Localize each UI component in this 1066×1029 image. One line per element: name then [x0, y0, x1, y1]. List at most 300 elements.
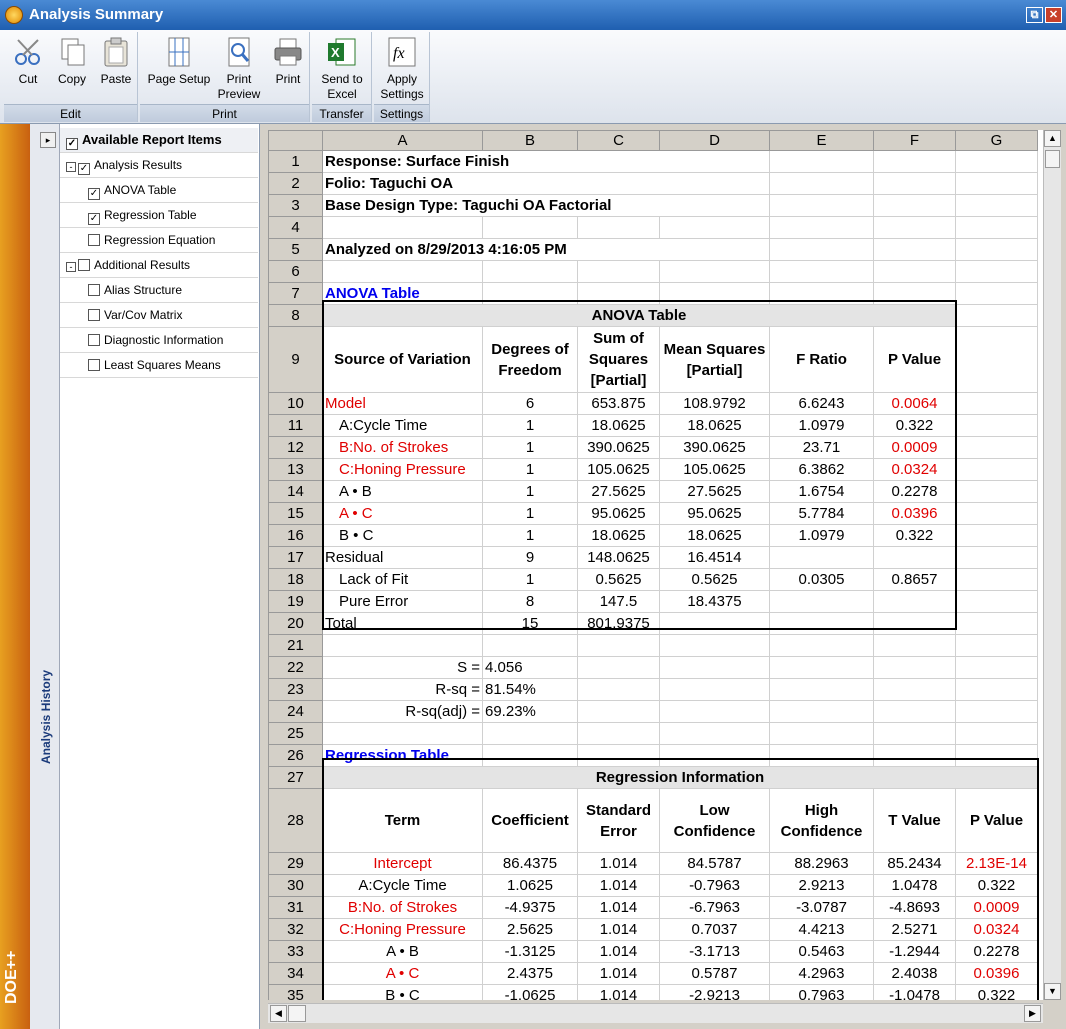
row-header[interactable]: 11: [269, 415, 323, 437]
column-header[interactable]: C: [578, 131, 660, 151]
anova-header[interactable]: P Value: [874, 327, 956, 393]
regression-coef[interactable]: 1.0625: [483, 875, 578, 897]
cell[interactable]: [578, 723, 660, 745]
checkbox[interactable]: [88, 334, 100, 346]
checkbox[interactable]: [88, 359, 100, 371]
analyzed-line[interactable]: Analyzed on 8/29/2013 4:16:05 PM: [323, 239, 770, 261]
row-header[interactable]: 22: [269, 657, 323, 679]
regression-coef[interactable]: -1.0625: [483, 985, 578, 1001]
regression-p[interactable]: 0.322: [956, 985, 1038, 1001]
row-header[interactable]: 16: [269, 525, 323, 547]
cell[interactable]: [874, 635, 956, 657]
cell[interactable]: [770, 723, 874, 745]
anova-source[interactable]: A:Cycle Time: [323, 415, 483, 437]
design-line[interactable]: Base Design Type: Taguchi OA Factorial: [323, 195, 770, 217]
row-header[interactable]: 27: [269, 767, 323, 789]
anova-f[interactable]: [770, 591, 874, 613]
column-header[interactable]: G: [956, 131, 1038, 151]
regression-section-title[interactable]: Regression Table: [323, 745, 483, 767]
cell[interactable]: [956, 525, 1038, 547]
anova-ms[interactable]: 95.0625: [660, 503, 770, 525]
anova-p[interactable]: 0.322: [874, 525, 956, 547]
anova-p[interactable]: 0.0324: [874, 459, 956, 481]
cell[interactable]: [956, 327, 1038, 393]
cell[interactable]: [956, 283, 1038, 305]
anova-f[interactable]: 6.3862: [770, 459, 874, 481]
checkbox[interactable]: ✓: [79, 163, 89, 174]
cell[interactable]: [874, 217, 956, 239]
horizontal-scrollbar[interactable]: [268, 1003, 1043, 1023]
regression-t[interactable]: 2.5271: [874, 919, 956, 941]
anova-ms[interactable]: 0.5625: [660, 569, 770, 591]
regression-term[interactable]: A • B: [323, 941, 483, 963]
apply-settings-button[interactable]: [376, 36, 428, 102]
cell[interactable]: [956, 195, 1038, 217]
cell[interactable]: [956, 393, 1038, 415]
collapse-icon[interactable]: -: [66, 262, 76, 272]
cell[interactable]: [660, 635, 770, 657]
paste-button[interactable]: [96, 36, 136, 87]
cell[interactable]: [660, 723, 770, 745]
anova-ss[interactable]: 27.5625: [578, 481, 660, 503]
anova-ss[interactable]: 0.5625: [578, 569, 660, 591]
row-header[interactable]: 10: [269, 393, 323, 415]
regression-p[interactable]: 0.0324: [956, 919, 1038, 941]
anova-source[interactable]: Model: [323, 393, 483, 415]
cell[interactable]: [770, 657, 874, 679]
anova-ms[interactable]: 18.0625: [660, 525, 770, 547]
cell[interactable]: [770, 745, 874, 767]
expand-arrow-icon[interactable]: ▸: [40, 132, 56, 148]
row-header[interactable]: 32: [269, 919, 323, 941]
regression-se[interactable]: 1.014: [578, 897, 660, 919]
row-header[interactable]: 24: [269, 701, 323, 723]
anova-ss[interactable]: 18.0625: [578, 415, 660, 437]
regression-term[interactable]: B:No. of Strokes: [323, 897, 483, 919]
anova-df[interactable]: 1: [483, 503, 578, 525]
anova-ss[interactable]: 95.0625: [578, 503, 660, 525]
cell[interactable]: [578, 701, 660, 723]
row-header[interactable]: 19: [269, 591, 323, 613]
anova-source[interactable]: Pure Error: [323, 591, 483, 613]
row-header[interactable]: 4: [269, 217, 323, 239]
regression-coef[interactable]: 2.5625: [483, 919, 578, 941]
regression-high[interactable]: 88.2963: [770, 853, 874, 875]
regression-se[interactable]: 1.014: [578, 941, 660, 963]
anova-ms[interactable]: 16.4514: [660, 547, 770, 569]
anova-source[interactable]: B:No. of Strokes: [323, 437, 483, 459]
anova-ss[interactable]: 653.875: [578, 393, 660, 415]
anova-box-title[interactable]: ANOVA Table: [323, 305, 956, 327]
anova-ss[interactable]: 390.0625: [578, 437, 660, 459]
regression-low[interactable]: 0.5787: [660, 963, 770, 985]
cell[interactable]: [956, 459, 1038, 481]
cell[interactable]: [578, 657, 660, 679]
anova-f[interactable]: 1.6754: [770, 481, 874, 503]
anova-f[interactable]: 23.71: [770, 437, 874, 459]
cell[interactable]: [956, 173, 1038, 195]
cell[interactable]: [660, 745, 770, 767]
regression-header[interactable]: Standard Error: [578, 789, 660, 853]
vertical-scrollbar[interactable]: [1043, 130, 1061, 1000]
copy-button[interactable]: [52, 36, 92, 87]
regression-low[interactable]: 84.5787: [660, 853, 770, 875]
anova-ms[interactable]: 390.0625: [660, 437, 770, 459]
checkbox[interactable]: ✓: [89, 213, 99, 224]
regression-p[interactable]: 0.322: [956, 875, 1038, 897]
anova-ms[interactable]: 27.5625: [660, 481, 770, 503]
scroll-right-icon[interactable]: ▶: [1024, 1005, 1041, 1022]
scroll-down-icon[interactable]: ▼: [1044, 983, 1061, 1000]
cut-button[interactable]: [10, 36, 46, 87]
anova-header[interactable]: Source of Variation: [323, 327, 483, 393]
regression-se[interactable]: 1.014: [578, 963, 660, 985]
anova-ss[interactable]: 801.9375: [578, 613, 660, 635]
tree-item-anova-table[interactable]: [60, 178, 258, 203]
cell[interactable]: [956, 239, 1038, 261]
anova-p[interactable]: 0.0009: [874, 437, 956, 459]
anova-p[interactable]: [874, 591, 956, 613]
regression-box-title[interactable]: Regression Information: [323, 767, 1038, 789]
send-to-excel-button[interactable]: [316, 36, 368, 102]
cell[interactable]: [956, 437, 1038, 459]
cell[interactable]: [874, 151, 956, 173]
cell[interactable]: [483, 217, 578, 239]
anova-f[interactable]: 5.7784: [770, 503, 874, 525]
cell[interactable]: [578, 217, 660, 239]
checkbox[interactable]: [78, 259, 90, 271]
row-header[interactable]: 3: [269, 195, 323, 217]
cell[interactable]: [770, 283, 874, 305]
row-header[interactable]: 33: [269, 941, 323, 963]
regression-se[interactable]: 1.014: [578, 853, 660, 875]
scroll-thumb[interactable]: [1045, 150, 1060, 168]
anova-p[interactable]: 0.2278: [874, 481, 956, 503]
scroll-left-icon[interactable]: ◀: [270, 1005, 287, 1022]
anova-ss[interactable]: 148.0625: [578, 547, 660, 569]
checkbox[interactable]: [88, 284, 100, 296]
cell[interactable]: [874, 679, 956, 701]
row-header[interactable]: 9: [269, 327, 323, 393]
tree-item-available-report-items[interactable]: [60, 128, 258, 153]
row-header[interactable]: 1: [269, 151, 323, 173]
anova-ss[interactable]: 105.0625: [578, 459, 660, 481]
row-header[interactable]: 18: [269, 569, 323, 591]
cell[interactable]: [874, 173, 956, 195]
regression-coef[interactable]: -1.3125: [483, 941, 578, 963]
stat-value[interactable]: 4.056: [483, 657, 578, 679]
regression-term[interactable]: A • C: [323, 963, 483, 985]
anova-f[interactable]: 6.6243: [770, 393, 874, 415]
print-button[interactable]: [268, 36, 308, 87]
anova-ms[interactable]: 105.0625: [660, 459, 770, 481]
regression-p[interactable]: 2.13E-14: [956, 853, 1038, 875]
anova-df[interactable]: 1: [483, 437, 578, 459]
regression-term[interactable]: Intercept: [323, 853, 483, 875]
cell[interactable]: [660, 701, 770, 723]
regression-se[interactable]: 1.014: [578, 985, 660, 1001]
cell[interactable]: [874, 195, 956, 217]
regression-se[interactable]: 1.014: [578, 919, 660, 941]
anova-p[interactable]: 0.0064: [874, 393, 956, 415]
cell[interactable]: [956, 547, 1038, 569]
cell[interactable]: [483, 745, 578, 767]
tree-item-alias-structure[interactable]: [60, 278, 258, 303]
cell[interactable]: [956, 415, 1038, 437]
stat-value[interactable]: 69.23%: [483, 701, 578, 723]
tree-item-diagnostic-information[interactable]: [60, 328, 258, 353]
regression-p[interactable]: 0.0396: [956, 963, 1038, 985]
cell[interactable]: [483, 283, 578, 305]
regression-p[interactable]: 0.0009: [956, 897, 1038, 919]
regression-t[interactable]: -1.2944: [874, 941, 956, 963]
anova-p[interactable]: [874, 547, 956, 569]
collapse-icon[interactable]: -: [66, 162, 76, 172]
cell[interactable]: [874, 239, 956, 261]
anova-source[interactable]: Residual: [323, 547, 483, 569]
anova-source[interactable]: A • B: [323, 481, 483, 503]
regression-coef[interactable]: -4.9375: [483, 897, 578, 919]
anova-df[interactable]: 9: [483, 547, 578, 569]
cell[interactable]: [956, 503, 1038, 525]
regression-t[interactable]: 2.4038: [874, 963, 956, 985]
cell[interactable]: [956, 569, 1038, 591]
checkbox[interactable]: ✓: [67, 138, 77, 149]
cell[interactable]: [874, 723, 956, 745]
cell[interactable]: [874, 745, 956, 767]
regression-header[interactable]: Low Confidence: [660, 789, 770, 853]
regression-t[interactable]: -4.8693: [874, 897, 956, 919]
cell[interactable]: [956, 635, 1038, 657]
cell[interactable]: [770, 701, 874, 723]
anova-df[interactable]: 15: [483, 613, 578, 635]
cell[interactable]: [660, 657, 770, 679]
regression-coef[interactable]: 2.4375: [483, 963, 578, 985]
column-header[interactable]: B: [483, 131, 578, 151]
anova-ms[interactable]: 18.4375: [660, 591, 770, 613]
row-header[interactable]: 2: [269, 173, 323, 195]
anova-ms[interactable]: [660, 613, 770, 635]
row-header[interactable]: 12: [269, 437, 323, 459]
cell[interactable]: [956, 701, 1038, 723]
row-header[interactable]: 29: [269, 853, 323, 875]
anova-df[interactable]: 1: [483, 481, 578, 503]
checkbox[interactable]: ✓: [89, 188, 99, 199]
anova-df[interactable]: 1: [483, 459, 578, 481]
regression-t[interactable]: -1.0478: [874, 985, 956, 1001]
checkbox[interactable]: [88, 309, 100, 321]
folio-line[interactable]: Folio: Taguchi OA: [323, 173, 770, 195]
regression-high[interactable]: 4.2963: [770, 963, 874, 985]
regression-high[interactable]: 0.5463: [770, 941, 874, 963]
tree-item-least-squares-means[interactable]: [60, 353, 258, 378]
response-line[interactable]: Response: Surface Finish: [323, 151, 770, 173]
anova-source[interactable]: Lack of Fit: [323, 569, 483, 591]
anova-header[interactable]: Sum of Squares [Partial]: [578, 327, 660, 393]
cell[interactable]: [770, 635, 874, 657]
cell[interactable]: [578, 261, 660, 283]
row-header[interactable]: 15: [269, 503, 323, 525]
cell[interactable]: [956, 745, 1038, 767]
row-header[interactable]: 30: [269, 875, 323, 897]
cell[interactable]: [660, 283, 770, 305]
regression-t[interactable]: 85.2434: [874, 853, 956, 875]
regression-low[interactable]: -2.9213: [660, 985, 770, 1001]
anova-header[interactable]: Degrees of Freedom: [483, 327, 578, 393]
cell[interactable]: [578, 283, 660, 305]
anova-ss[interactable]: 18.0625: [578, 525, 660, 547]
regression-high[interactable]: 2.9213: [770, 875, 874, 897]
cell[interactable]: [956, 613, 1038, 635]
row-header[interactable]: 34: [269, 963, 323, 985]
cell[interactable]: [660, 679, 770, 701]
cell[interactable]: [483, 723, 578, 745]
row-header[interactable]: 23: [269, 679, 323, 701]
tree-item-regression-equation[interactable]: [60, 228, 258, 253]
regression-high[interactable]: 4.4213: [770, 919, 874, 941]
regression-se[interactable]: 1.014: [578, 875, 660, 897]
checkbox[interactable]: [88, 234, 100, 246]
cell[interactable]: [578, 745, 660, 767]
row-header[interactable]: 5: [269, 239, 323, 261]
tree-item-additional-results[interactable]: [60, 253, 258, 278]
anova-ms[interactable]: 108.9792: [660, 393, 770, 415]
anova-p[interactable]: [874, 613, 956, 635]
tree-item-var-cov-matrix[interactable]: [60, 303, 258, 328]
cell[interactable]: [770, 195, 874, 217]
row-header[interactable]: 8: [269, 305, 323, 327]
cell[interactable]: [770, 679, 874, 701]
cell[interactable]: [956, 481, 1038, 503]
regression-high[interactable]: 0.7963: [770, 985, 874, 1001]
row-header[interactable]: 21: [269, 635, 323, 657]
cell[interactable]: [874, 657, 956, 679]
column-header[interactable]: D: [660, 131, 770, 151]
anova-source[interactable]: C:Honing Pressure: [323, 459, 483, 481]
regression-p[interactable]: 0.2278: [956, 941, 1038, 963]
cell[interactable]: [770, 239, 874, 261]
regression-header[interactable]: P Value: [956, 789, 1038, 853]
print-preview-button[interactable]: [216, 36, 262, 102]
cell[interactable]: [956, 679, 1038, 701]
cell[interactable]: [956, 151, 1038, 173]
regression-high[interactable]: -3.0787: [770, 897, 874, 919]
anova-df[interactable]: 8: [483, 591, 578, 613]
anova-df[interactable]: 1: [483, 525, 578, 547]
cell[interactable]: [956, 723, 1038, 745]
regression-header[interactable]: T Value: [874, 789, 956, 853]
regression-t[interactable]: 1.0478: [874, 875, 956, 897]
regression-low[interactable]: -3.1713: [660, 941, 770, 963]
scroll-up-icon[interactable]: ▲: [1044, 130, 1061, 147]
cell[interactable]: [660, 217, 770, 239]
regression-term[interactable]: A:Cycle Time: [323, 875, 483, 897]
row-header[interactable]: 26: [269, 745, 323, 767]
cell[interactable]: [956, 261, 1038, 283]
anova-p[interactable]: 0.0396: [874, 503, 956, 525]
row-header[interactable]: 35: [269, 985, 323, 1001]
analysis-history-panel[interactable]: [30, 124, 60, 1029]
anova-f[interactable]: 1.0979: [770, 415, 874, 437]
cell[interactable]: [323, 217, 483, 239]
anova-df[interactable]: 6: [483, 393, 578, 415]
anova-source[interactable]: A • C: [323, 503, 483, 525]
row-header[interactable]: 7: [269, 283, 323, 305]
row-header[interactable]: 6: [269, 261, 323, 283]
anova-f[interactable]: 1.0979: [770, 525, 874, 547]
cell[interactable]: [323, 723, 483, 745]
cell[interactable]: [323, 261, 483, 283]
row-header[interactable]: 13: [269, 459, 323, 481]
cell[interactable]: [770, 151, 874, 173]
anova-header[interactable]: Mean Squares [Partial]: [660, 327, 770, 393]
regression-low[interactable]: 0.7037: [660, 919, 770, 941]
cell[interactable]: [323, 635, 483, 657]
anova-p[interactable]: 0.8657: [874, 569, 956, 591]
regression-term[interactable]: B • C: [323, 985, 483, 1001]
regression-low[interactable]: -0.7963: [660, 875, 770, 897]
regression-coef[interactable]: 86.4375: [483, 853, 578, 875]
anova-p[interactable]: 0.322: [874, 415, 956, 437]
anova-f[interactable]: [770, 613, 874, 635]
cell[interactable]: [483, 635, 578, 657]
regression-header[interactable]: Term: [323, 789, 483, 853]
cell[interactable]: [874, 261, 956, 283]
stat-value[interactable]: 81.54%: [483, 679, 578, 701]
cell[interactable]: [483, 261, 578, 283]
tree-item-regression-table[interactable]: [60, 203, 258, 228]
corner-cell[interactable]: [269, 131, 323, 151]
anova-df[interactable]: 1: [483, 415, 578, 437]
regression-header[interactable]: Coefficient: [483, 789, 578, 853]
cell[interactable]: [770, 261, 874, 283]
column-header[interactable]: A: [323, 131, 483, 151]
anova-header[interactable]: F Ratio: [770, 327, 874, 393]
spreadsheet[interactable]: [268, 130, 1043, 1000]
cell[interactable]: [770, 217, 874, 239]
stat-label[interactable]: R-sq(adj) =: [323, 701, 483, 723]
cell[interactable]: [874, 701, 956, 723]
regression-low[interactable]: -6.7963: [660, 897, 770, 919]
row-header[interactable]: 14: [269, 481, 323, 503]
anova-section-title[interactable]: ANOVA Table: [323, 283, 483, 305]
cell[interactable]: [660, 261, 770, 283]
row-header[interactable]: 31: [269, 897, 323, 919]
hscroll-thumb[interactable]: [288, 1005, 306, 1022]
restore-button[interactable]: ⧉: [1026, 7, 1043, 23]
panel-splitter[interactable]: [260, 124, 268, 1029]
cell[interactable]: [578, 635, 660, 657]
stat-label[interactable]: R-sq =: [323, 679, 483, 701]
row-header[interactable]: 25: [269, 723, 323, 745]
anova-ms[interactable]: 18.0625: [660, 415, 770, 437]
row-header[interactable]: 17: [269, 547, 323, 569]
anova-df[interactable]: 1: [483, 569, 578, 591]
row-header[interactable]: 20: [269, 613, 323, 635]
cell[interactable]: [956, 217, 1038, 239]
cell[interactable]: [770, 173, 874, 195]
anova-f[interactable]: [770, 547, 874, 569]
cell[interactable]: [956, 305, 1038, 327]
page-setup-button[interactable]: [143, 36, 215, 87]
column-header[interactable]: F: [874, 131, 956, 151]
close-button[interactable]: ✕: [1045, 7, 1062, 23]
anova-source[interactable]: B • C: [323, 525, 483, 547]
row-header[interactable]: 28: [269, 789, 323, 853]
regression-header[interactable]: High Confidence: [770, 789, 874, 853]
cell[interactable]: [578, 679, 660, 701]
cell[interactable]: [956, 591, 1038, 613]
